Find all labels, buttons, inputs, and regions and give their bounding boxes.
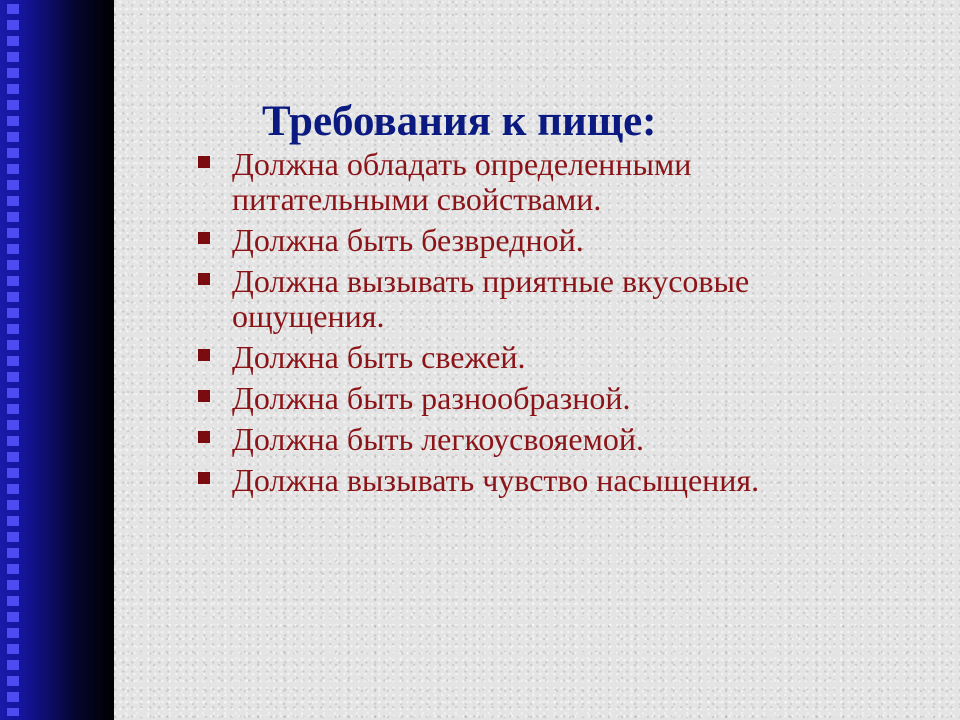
square-bullet-icon <box>198 390 210 402</box>
bullet-text: Должна обладать определенными питательными свойствами. <box>232 146 692 217</box>
square-bullet-icon <box>198 232 210 244</box>
bullet-item <box>197 147 817 217</box>
bullet-item <box>197 422 817 457</box>
square-bullet-icon <box>198 431 210 443</box>
bullet-item <box>197 223 817 258</box>
square-bullet-icon <box>198 156 210 168</box>
bullet-text: Должна вызывать чувство насыщения. <box>232 462 760 498</box>
bullet-text: Должна быть разнообразной. <box>232 380 631 416</box>
sidebar-square-pattern <box>7 4 19 716</box>
bullet-text: Должна быть безвредной. <box>232 222 584 258</box>
square-bullet-icon <box>198 273 210 285</box>
bullet-list <box>197 147 817 504</box>
square-bullet-icon <box>198 472 210 484</box>
bullet-text: Должна вызывать приятные вкусовые ощущения. <box>232 263 750 334</box>
bullet-item <box>197 381 817 416</box>
decorative-sidebar <box>0 0 114 720</box>
bullet-text: Должна быть легкоусвояемой. <box>232 421 644 457</box>
bullet-item <box>197 340 817 375</box>
square-bullet-icon <box>198 349 210 361</box>
slide-title: Требования к пище: <box>262 98 657 145</box>
bullet-item <box>197 264 817 334</box>
bullet-text: Должна быть свежей. <box>232 339 526 375</box>
bullet-item <box>197 463 817 498</box>
